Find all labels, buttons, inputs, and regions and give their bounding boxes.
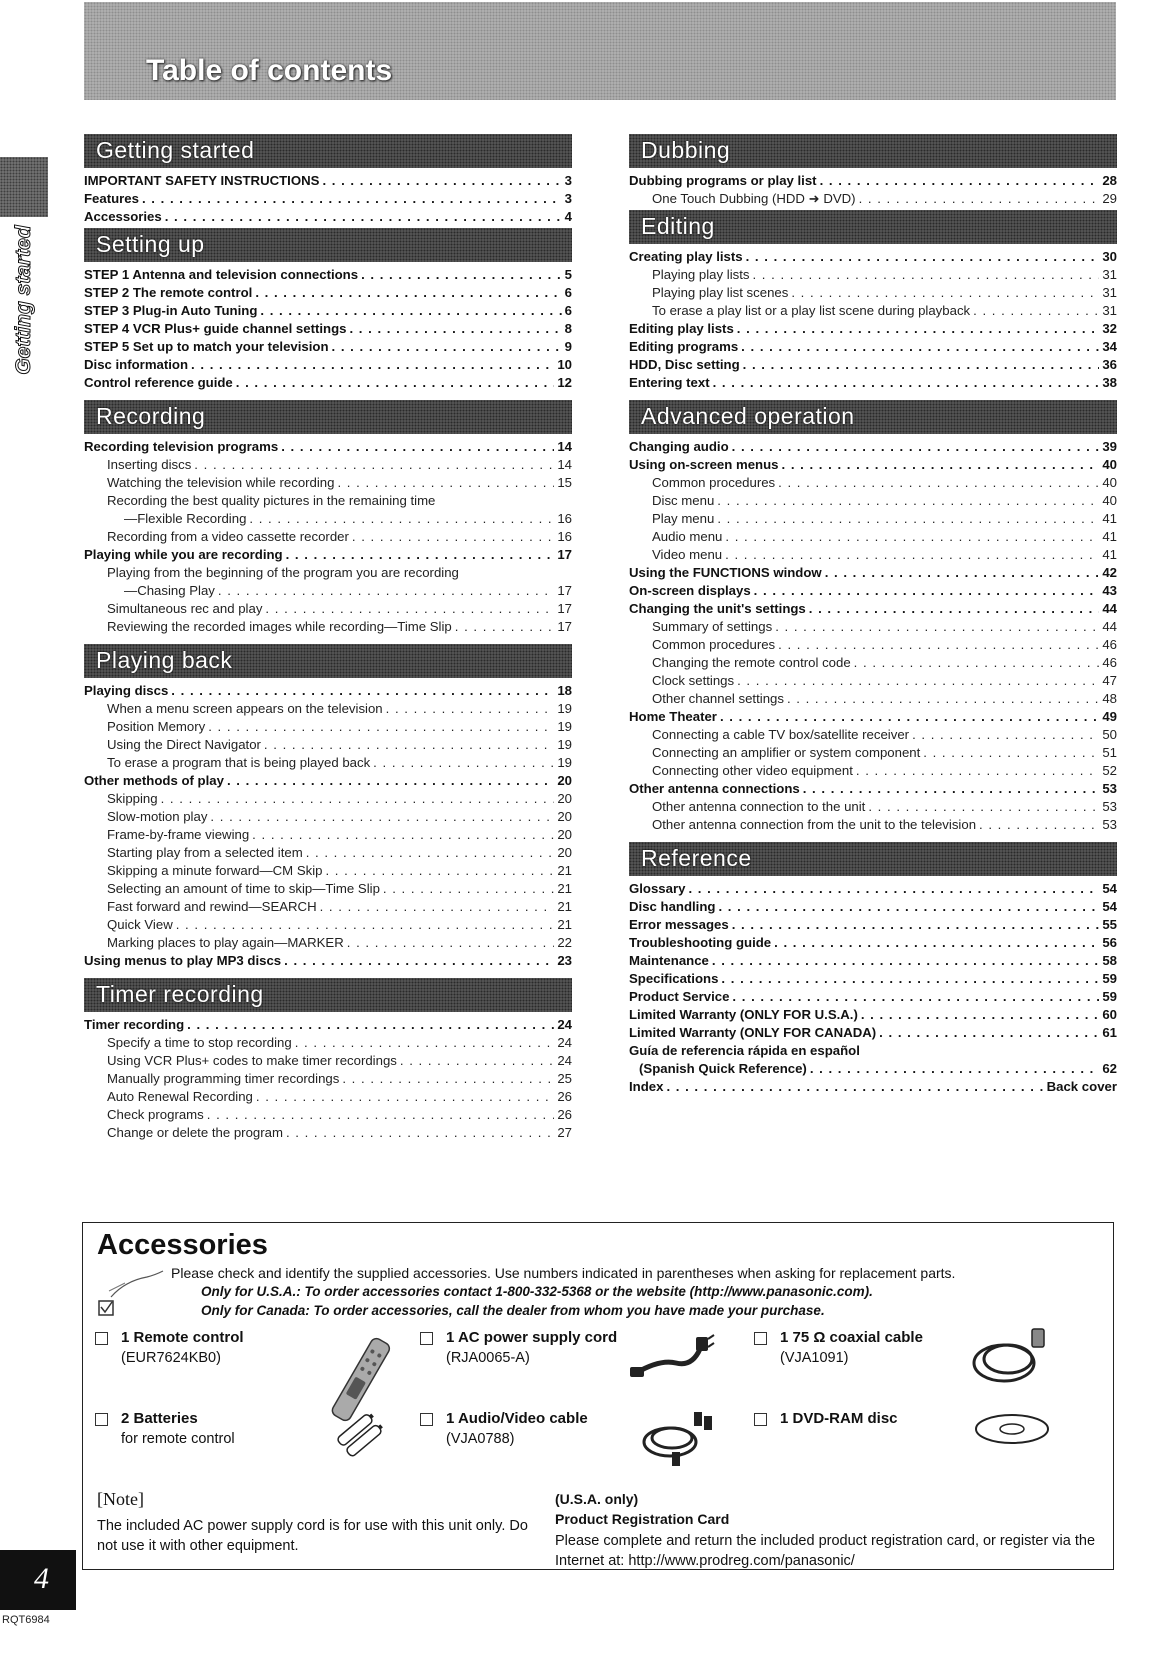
section-header-getting-started: Getting started	[84, 134, 572, 168]
toc-entry[interactable]: Entering text . . . 38	[629, 374, 1117, 392]
toc-subentry[interactable]: Connecting other video equipment . . . 52	[629, 762, 1117, 780]
toc-subentry[interactable]: Recording the best quality pictures in the remaining time	[107, 493, 436, 508]
section-header-setting-up: Setting up	[84, 228, 572, 262]
toc-entry[interactable]: Disc information . . . 10	[84, 356, 572, 374]
coaxial-cable-icon	[964, 1325, 1054, 1387]
toc-entry[interactable]: STEP 5 Set up to match your television . . . 9	[84, 338, 572, 356]
toc-subentry[interactable]: To erase a program that is being played back . . . 19	[84, 754, 572, 772]
toc-subentry[interactable]: Check programs . . . 26	[84, 1106, 572, 1124]
toc-subentry[interactable]: Reviewing the recorded images while recording—Time Slip . . . 17	[84, 618, 572, 636]
toc-entry[interactable]: Index . . . Back cover	[629, 1078, 1117, 1096]
section-header-playing-back: Playing back	[84, 644, 572, 678]
toc-entry[interactable]: (Spanish Quick Reference) . . . 62	[629, 1060, 1117, 1078]
power-cord-icon	[630, 1329, 720, 1379]
document-code: RQT6984	[2, 1614, 50, 1626]
toc-subentry[interactable]: Using the Direct Navigator . . . 19	[84, 736, 572, 754]
checkbox[interactable]	[754, 1332, 767, 1345]
toc-entry[interactable]: STEP 2 The remote control . . . 6	[84, 284, 572, 302]
toc-entry[interactable]: Using the FUNCTIONS window . . . 42	[629, 564, 1117, 582]
registration-title: Product Registration Card	[555, 1511, 730, 1527]
section-header-reference: Reference	[629, 842, 1117, 876]
toc-subentry[interactable]: Recording from a video cassette recorder . . . 16	[84, 528, 572, 546]
checkbox[interactable]	[95, 1332, 108, 1345]
toc-entry[interactable]: Changing the unit's settings . . . 44	[629, 600, 1117, 618]
toc-entry[interactable]: Guía de referencia rápida en español	[629, 1043, 860, 1058]
toc-subentry[interactable]: Frame-by-frame viewing . . . 20	[84, 826, 572, 844]
toc-entry[interactable]: Product Service . . . 59	[629, 988, 1117, 1006]
toc-entry[interactable]: Other antenna connections . . . 53	[629, 780, 1117, 798]
page-number-block	[0, 1550, 76, 1610]
toc-subentry[interactable]: Video menu . . . 41	[629, 546, 1117, 564]
disc-icon	[972, 1412, 1052, 1446]
toc-subentry[interactable]: Playing play lists . . . 31	[629, 266, 1117, 284]
toc-entry[interactable]: Control reference guide . . . 12	[84, 374, 572, 392]
title-banner	[84, 2, 1116, 100]
toc-entry[interactable]: Creating play lists . . . 30	[629, 248, 1117, 266]
accessories-box: Accessories Please check and identify the supplied accessories. Use numbers indicated in parentheses when asking for replacement parts. Only for U.S.A.: To order accessories contact 1-800-332-5368 or the website (http://www.panasonic.com). Only for Canada: To order accessories, call the dealer from whom you have made your purchase. 1 Remote control (EUR7624KB0) 1 AC power supply cord (RJA0065-A) 1 75 Ω coaxial cable (VJA1091) 2 Batteries for remote control 1 Audio/Video cable (VJA0788) 1 DVD-RAM disc [Note] The included AC power supply cord is for use with this unit only. Do not use it with other equipment. (U.S.A. only) Product Registration Card Please complete and return the included product registration card, or register via the Internet at: http://www.prodreg.com/panasonic/	[82, 1222, 1114, 1570]
toc-right-column	[629, 132, 1117, 1096]
toc-subentry[interactable]: When a menu screen appears on the television . . . 19	[84, 700, 572, 718]
toc-entry[interactable]: On-screen displays . . . 43	[629, 582, 1117, 600]
toc-left-column	[84, 132, 572, 1142]
checkbox[interactable]	[754, 1413, 767, 1426]
toc-subentry[interactable]: Marking places to play again—MARKER . . . 22	[84, 934, 572, 952]
checklist-pencil-icon	[95, 1267, 167, 1323]
av-cable-icon	[634, 1406, 718, 1470]
toc-entry[interactable]: Maintenance . . . 58	[629, 952, 1117, 970]
toc-entry[interactable]: Home Theater . . . 49	[629, 708, 1117, 726]
accessories-title: Accessories	[97, 1229, 268, 1261]
toc-entry[interactable]: Troubleshooting guide . . . 56	[629, 934, 1117, 952]
toc-subentry[interactable]: Audio menu . . . 41	[629, 528, 1117, 546]
toc-subentry[interactable]: Quick View . . . 21	[84, 916, 572, 934]
toc-entry[interactable]: HDD, Disc setting . . . 36	[629, 356, 1117, 374]
section-header-recording: Recording	[84, 400, 572, 434]
toc-subentry[interactable]: Clock settings . . . 47	[629, 672, 1117, 690]
toc-entry[interactable]: Limited Warranty (ONLY FOR U.S.A.) . . . 60	[629, 1006, 1117, 1024]
toc-entry[interactable]: STEP 3 Plug-in Auto Tuning . . . 6	[84, 302, 572, 320]
toc-subentry[interactable]: Inserting discs . . . 14	[84, 456, 572, 474]
toc-subentry[interactable]: Fast forward and rewind—SEARCH . . . 21	[84, 898, 572, 916]
toc-entry[interactable]: Glossary . . . 54	[629, 880, 1117, 898]
toc-entry[interactable]: Other methods of play . . . 20	[84, 772, 572, 790]
registration-text: Please complete and return the included product registration card, or register via the Internet at: http://www.prodreg.com/panasonic/	[555, 1533, 1096, 1569]
toc-entry[interactable]: Timer recording . . . 24	[84, 1016, 572, 1034]
toc-subentry[interactable]: Skipping a minute forward—CM Skip . . . 21	[84, 862, 572, 880]
usa-order-line: Only for U.S.A.: To order accessories contact 1-800-332-5368 or the website (http://www.panasonic.com).	[201, 1284, 873, 1299]
toc-subentry[interactable]: Play menu . . . 41	[629, 510, 1117, 528]
toc-subentry[interactable]: One Touch Dubbing (HDD ➜ DVD) . . . 29	[629, 190, 1117, 208]
checkbox[interactable]	[95, 1413, 108, 1426]
toc-subentry[interactable]: Common procedures . . . 46	[629, 636, 1117, 654]
toc-subentry[interactable]: Specify a time to stop recording . . . 24	[84, 1034, 572, 1052]
toc-subentry[interactable]: Common procedures . . . 40	[629, 474, 1117, 492]
side-tab-block	[0, 157, 48, 217]
toc-entry[interactable]: Changing audio . . . 39	[629, 438, 1117, 456]
toc-subentry[interactable]: Starting play from a selected item . . . 20	[84, 844, 572, 862]
toc-entry[interactable]: Using menus to play MP3 discs . . . 23	[84, 952, 572, 970]
section-header-editing: Editing	[629, 210, 1117, 244]
page-title: Table of contents	[146, 54, 393, 87]
section-header-dubbing: Dubbing	[629, 134, 1117, 168]
toc-subentry[interactable]: —Chasing Play . . . 17	[84, 582, 572, 600]
toc-entry[interactable]: Using on-screen menus . . . 40	[629, 456, 1117, 474]
toc-subentry[interactable]: Auto Renewal Recording . . . 26	[84, 1088, 572, 1106]
toc-entry[interactable]: Accessories . . . 4	[84, 208, 572, 226]
page-number: 4	[34, 1562, 49, 1595]
toc-entry[interactable]: Editing play lists . . . 32	[629, 320, 1117, 338]
batteries-icon	[333, 1410, 389, 1458]
toc-subentry[interactable]: Change or delete the program . . . 27	[84, 1124, 572, 1142]
toc-entry[interactable]: Error messages . . . 55	[629, 916, 1117, 934]
toc-subentry[interactable]: Playing from the beginning of the program you are recording	[107, 565, 459, 580]
toc-subentry[interactable]: Position Memory . . . 19	[84, 718, 572, 736]
side-section-label: Getting started	[12, 225, 35, 375]
toc-subentry[interactable]: Connecting a cable TV box/satellite receiver . . . 50	[629, 726, 1117, 744]
toc-subentry[interactable]: Changing the remote control code . . . 46	[629, 654, 1117, 672]
toc-subentry[interactable]: Connecting an amplifier or system component . . . 51	[629, 744, 1117, 762]
toc-entry[interactable]: STEP 1 Antenna and television connections . . . 5	[84, 266, 572, 284]
section-header-timer-recording: Timer recording	[84, 978, 572, 1012]
toc-entry[interactable]: IMPORTANT SAFETY INSTRUCTIONS . . . 3	[84, 172, 572, 190]
note-text: The included AC power supply cord is for use with this unit only. Do not use it with other equipment.	[97, 1518, 528, 1554]
toc-subentry[interactable]: Simultaneous rec and play . . . 17	[84, 600, 572, 618]
toc-subentry[interactable]: Summary of settings . . . 44	[629, 618, 1117, 636]
toc-subentry[interactable]: Watching the television while recording . . . 15	[84, 474, 572, 492]
toc-entry[interactable]: Editing programs . . . 34	[629, 338, 1117, 356]
toc-subentry[interactable]: Other antenna connection to the unit . . . 53	[629, 798, 1117, 816]
toc-entry[interactable]: Disc handling . . . 54	[629, 898, 1117, 916]
toc-subentry[interactable]: Disc menu . . . 40	[629, 492, 1117, 510]
toc-entry[interactable]: Specifications . . . 59	[629, 970, 1117, 988]
toc-entry[interactable]: Recording television programs . . . 14	[84, 438, 572, 456]
toc-subentry[interactable]: Selecting an amount of time to skip—Time Slip . . . 21	[84, 880, 572, 898]
toc-entry[interactable]: Playing discs . . . 18	[84, 682, 572, 700]
toc-subentry[interactable]: —Flexible Recording . . . 16	[84, 510, 572, 528]
registration-region: (U.S.A. only)	[555, 1491, 639, 1507]
checkbox[interactable]	[420, 1332, 433, 1345]
toc-subentry[interactable]: Slow-motion play . . . 20	[84, 808, 572, 826]
toc-entry[interactable]: Playing while you are recording . . . 17	[84, 546, 572, 564]
toc-subentry[interactable]: Skipping . . . 20	[84, 790, 572, 808]
toc-subentry[interactable]: Playing play list scenes . . . 31	[629, 284, 1117, 302]
toc-subentry[interactable]: To erase a play list or a play list scene during playback . . . 31	[629, 302, 1117, 320]
checkbox[interactable]	[420, 1413, 433, 1426]
note-heading: [Note]	[97, 1489, 144, 1509]
toc-entry[interactable]: Dubbing programs or play list . . . 28	[629, 172, 1117, 190]
toc-subentry[interactable]: Using VCR Plus+ codes to make timer recordings . . . 24	[84, 1052, 572, 1070]
toc-subentry[interactable]: Other antenna connection from the unit to the television . . . 53	[629, 816, 1117, 834]
toc-subentry[interactable]: Manually programming timer recordings . . . 25	[84, 1070, 572, 1088]
accessories-intro: Please check and identify the supplied accessories. Use numbers indicated in parentheses when asking for replacement parts.	[171, 1265, 956, 1281]
toc-entry[interactable]: Features . . . 3	[84, 190, 572, 208]
toc-entry[interactable]: Limited Warranty (ONLY FOR CANADA) . . . 61	[629, 1024, 1117, 1042]
canada-order-line: Only for Canada: To order accessories, call the dealer from whom you have made your purchase.	[201, 1303, 825, 1318]
section-header-advanced-operation: Advanced operation	[629, 400, 1117, 434]
toc-subentry[interactable]: Other channel settings . . . 48	[629, 690, 1117, 708]
toc-entry[interactable]: STEP 4 VCR Plus+ guide channel settings . . . 8	[84, 320, 572, 338]
